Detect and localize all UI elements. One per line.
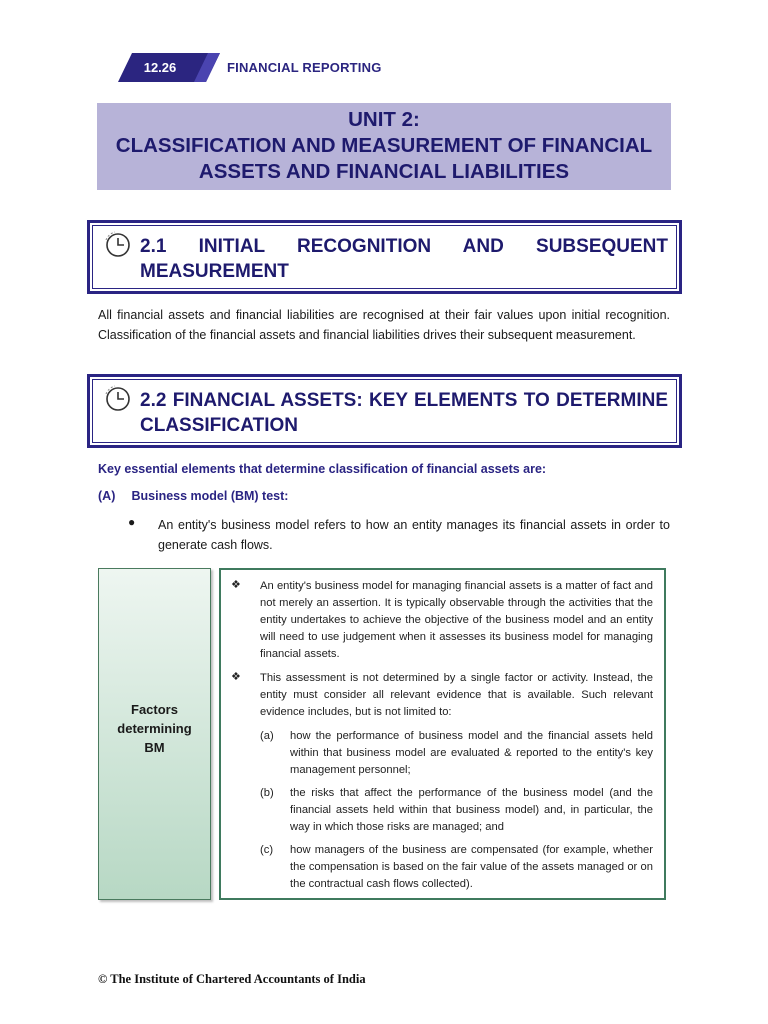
diamond-bullet-icon: ❖ [231,579,241,591]
factor-sub-a-text: how the performance of business model and the financial assets held within that business model are evaluated & reported to the entity's key management personnel; [290,730,653,776]
factor-sub-b-text: the risks that affect the performance of the business model (and the financial assets held within that business model) and, in particular, the way in which those risks are managed; and [290,787,653,833]
key-elements-heading: Key essential elements that determine classification of financial assets are: [98,462,547,476]
bm-test-heading [98,487,288,506]
factor-sub-c-label: (c) [260,844,274,856]
section-2-1-title-line2: MEASUREMENT [140,261,289,282]
footer-copyright: © The Institute of Chartered Accountants of India [98,972,366,986]
unit-title-line1: UNIT 2: [348,108,420,131]
bullet-icon: ● [128,515,136,529]
clock-icon [101,383,135,415]
factors-label-line3: BM [144,740,165,755]
unit-title-line2: CLASSIFICATION AND MEASUREMENT OF FINANCIAL [115,134,653,157]
section-2-2-title [140,388,668,438]
factor-sub-a-label: (a) [260,730,274,742]
section-2-2-heading-box [87,374,682,448]
unit-title-line3: ASSETS AND FINANCIAL LIABILITIES [198,160,570,183]
factor-point-2-text: This assessment is not determined by a single factor or activity. Instead, the entity must consider all relevant evidence that is available. Such relevant evidence includes, but is not limited to: [260,672,653,718]
factors-label [99,700,210,757]
factor-point-1-text: An entity's business model for managing financial assets is a matter of fact and not merely an assertion. It is typically observable through the activities that the entity undertakes to achieve the objective of the business model and an entity will need to use judgement when it assesses its business model for managing financial assets. [260,580,653,660]
factor-sub-b-label: (b) [260,787,274,799]
factors-label-line1: Factors [131,702,178,717]
factors-label-line2: determining [117,721,192,736]
bm-test-label: (A) [98,489,116,503]
bm-bullet-text: An entity's business model refers to how an entity manages its financial assets in order to generate cash flows. [158,518,670,552]
factors-content-box [219,568,666,900]
section-2-1-title [140,234,668,284]
section-2-2-title-line1: 2.2 FINANCIAL ASSETS: KEY ELEMENTS TO DETERMINE [140,390,668,411]
clock-icon [101,229,135,261]
bm-test-title: Business model (BM) test: [131,489,289,503]
unit-title-box [97,103,671,190]
page-number: 12.26 [143,60,177,75]
factors-label-box [98,568,211,900]
section-2-2-title-line2: CLASSIFICATION [140,415,298,436]
section-2-1-body: All financial assets and financial liabilities are recognised at their fair values upon initial recognition. Classification of the financial assets and financial liabilities drives their subsequent measurement. [98,308,670,342]
diamond-bullet-icon: ❖ [231,671,241,683]
factor-sub-c-text: how managers of the business are compensated (for example, whether the compensation is based on the fair value of the assets managed or on the contractual cash flows collected). [290,844,653,890]
section-2-1-title-line1: 2.1 INITIAL RECOGNITION AND SUBSEQUENT [140,236,668,257]
running-title: FINANCIAL REPORTING [227,60,382,75]
section-2-1-heading-box [87,220,682,294]
